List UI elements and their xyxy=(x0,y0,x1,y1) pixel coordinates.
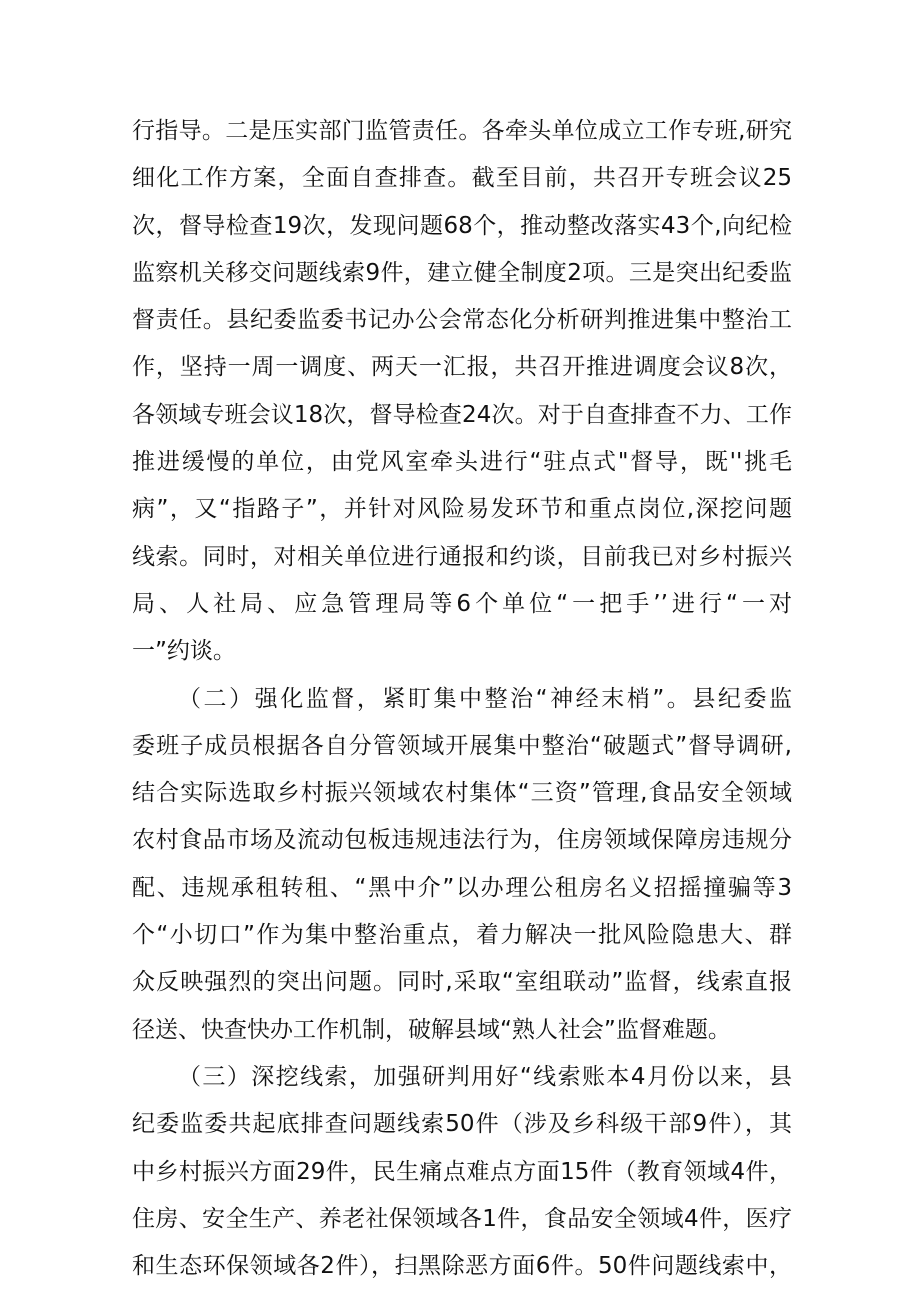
text-line: 农村食品市场及流动包板违规违法行为，住房领域保障房违规分 xyxy=(132,827,792,854)
text-line: 病”，又“指路子”，并针对风险易发环节和重点岗位,深挖问题 xyxy=(132,496,792,523)
text-line: 住房、安全生产、养老社保领域各1件，食品安全领域4件，医疗 xyxy=(132,1205,792,1232)
text-line: 众反映强烈的突出问题。同时,采取“室组联动”监督，线索直报 xyxy=(132,969,792,996)
text-line: 个“小切口”作为集中整治重点，着力解决一批风险隐患大、群 xyxy=(132,922,792,949)
text-line: 委班子成员根据各自分管领域开展集中整治“破题式”督导调研, xyxy=(132,732,792,759)
text-line: 督责任。县纪委监委书记办公会常态化分析研判推进集中整治工 xyxy=(132,307,792,334)
text-line: 监察机关移交问题线索9件，建立健全制度2项。三是突出纪委监 xyxy=(132,259,792,286)
text-line: 局、人社局、应急管理局等6个单位“一把手’’进行“一对 xyxy=(132,590,792,617)
text-line: 一”约谈。 xyxy=(132,638,236,665)
body-text xyxy=(132,108,792,1290)
text-line: 行指导。二是压实部门监管责任。各牵头单位成立工作专班,研究 xyxy=(132,118,792,144)
text-line: 结合实际选取乡村振兴领域农村集体“三资”管理,食品安全领域 xyxy=(132,780,792,807)
text-line: 各领域专班会议18次，督导检查24次。对于自查排查不力、工作 xyxy=(132,401,792,428)
text-line: 配、违规承租转租、“黑中介”以办理公租房名义招摇撞骗等3 xyxy=(132,874,792,901)
text-line: 线索。同时，对相关单位进行通报和约谈，目前我已对乡村振兴 xyxy=(132,543,792,570)
text-line: 和生态环保领域各2件），扫黑除恶方面6件。50件问题线索中， xyxy=(132,1253,792,1280)
text-line: 次，督导检查19次，发现问题68个，推动整改落实43个,向纪检 xyxy=(132,212,792,239)
text-line: 推进缓慢的单位，由党风室牵头进行“驻点式"督导，既''挑毛 xyxy=(132,449,792,476)
text-line: 细化工作方案，全面自查排查。截至目前，共召开专班会议25 xyxy=(132,165,792,192)
section-heading-line: （二）强化监督，紧盯集中整治“神经末梢”。县纪委监 xyxy=(178,685,792,712)
text-line: 中乡村振兴方面29件，民生痛点难点方面15件（教育领域4件， xyxy=(132,1158,792,1185)
section-heading-line: （三）深挖线索，加强研判用好“线索账本4月份以来，县 xyxy=(178,1063,792,1090)
text-line: 作，坚持一周一调度、两天一汇报，共召开推进调度会议8次， xyxy=(132,354,792,381)
text-line: 径送、快查快办工作机制，破解县域“熟人社会”监督难题。 xyxy=(132,1016,731,1043)
text-line: 纪委监委共起底排查问题线索50件（涉及乡科级干部9件），其 xyxy=(132,1111,792,1138)
